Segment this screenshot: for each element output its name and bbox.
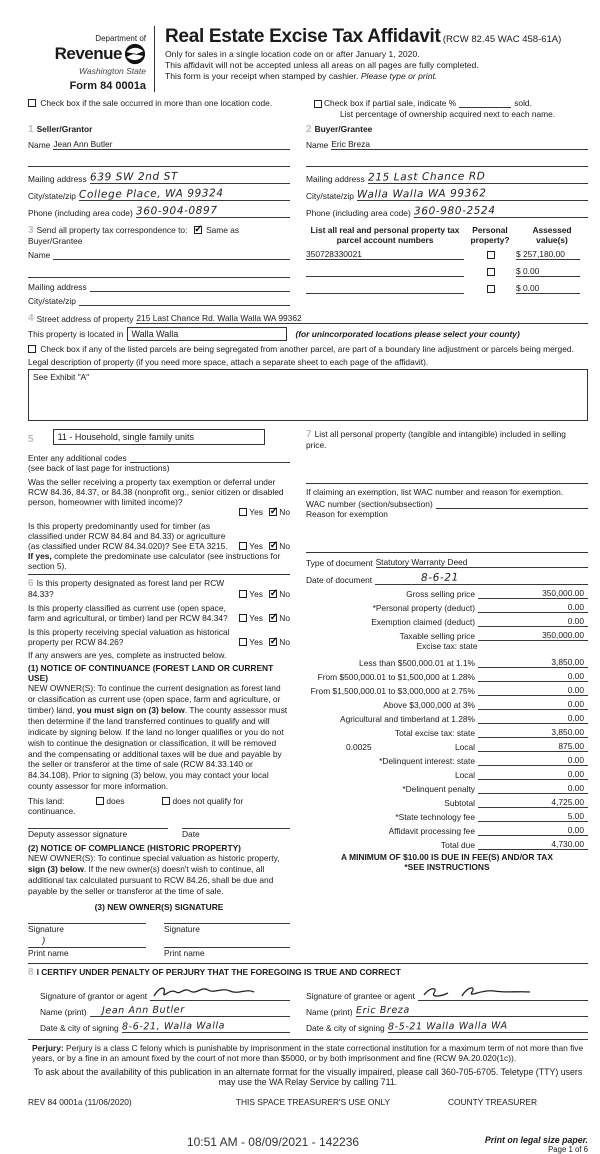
same-as-buyer-checkbox[interactable] <box>194 226 202 234</box>
personal-property-deduct-row: *Personal property (deduct) 0.00 <box>306 599 588 613</box>
page-indicator: Page 1 of 6 <box>548 1144 588 1154</box>
parcel-1-personal-checkbox[interactable] <box>487 251 495 259</box>
header-note-3: This form is your receipt when stamped by cashier. Please type or print. <box>165 71 438 81</box>
new-owners-signature-title: (3) NEW OWNER(S) SIGNATURE <box>94 901 224 912</box>
current-use-question-row <box>28 603 290 623</box>
historic-question: Is this property receiving special valuation as historical property per RCW 84.26? <box>28 627 230 647</box>
gross-selling-price-row: Gross selling price 350,000.00 <box>306 585 588 599</box>
if-yes-note: If any answers are yes, complete as instructed below. <box>28 650 227 660</box>
affidavit-processing-fee-row: Affidavit processing fee 0.00 <box>306 822 588 836</box>
does-label: does <box>106 796 125 807</box>
notice-continuance-body: NEW OWNER(S): To continue the current designation as forest land or classification as current use (open space, farm and agriculture, or timber) land, you must sign on (3) below. The county assessor must then determine if the land transferred continues to qualify and will indicate by signing below. If the land no longer qualifies or you do not wish to continue the designation or classification, it will be removed and the compensating or additional taxes will be due and payable by the seller or transferor at the time of sale (RCW 84.33.140 or 84.34.108). Prior to signing (3) below, you may contact your local county assessor for more information. <box>28 683 288 792</box>
forest-question-row <box>28 578 290 599</box>
same-as-buyer-label: Same as Buyer/Grantee <box>28 225 240 246</box>
parcel-number-field[interactable]: 350728330021 <box>306 249 464 260</box>
notice-compliance-body: NEW OWNER(S): To continue special valuation as historic property, sign (3) below. If the new owner(s) doesn't wish to continue, all additional tax calculated pursuant to RCW 84.26, shall be due and payable by the seller or transferor at the time of sale. <box>28 853 280 896</box>
tier1-value[interactable]: 3,850.00 <box>478 657 588 668</box>
exemption-answer: Yes ✓ No <box>28 507 290 517</box>
personal-property-deduct-value[interactable]: 0.00 <box>478 602 588 613</box>
tier4-row: Above $3,000,000 at 3% 0.00 <box>306 696 588 710</box>
agricultural-value[interactable]: 0.00 <box>478 713 588 724</box>
buyer-name-field[interactable]: Eric Breza <box>331 139 588 150</box>
seller-phone-label: Phone (including area code) <box>28 208 133 218</box>
local-value[interactable]: 875.00 <box>478 741 588 752</box>
exemption-question-row <box>28 477 290 507</box>
state-technology-fee-value[interactable]: 5.00 <box>478 811 588 822</box>
does-not-checkbox[interactable] <box>162 797 170 805</box>
alternate-format-note: To ask about the availability of this publication in an alternate format for the visually impaired, please call 360-705-6705. Teletype (TTY) users may use the WA Relay Service by calling 711. <box>33 1066 583 1087</box>
historic-question-row <box>28 627 290 647</box>
timber-no-checkbox[interactable] <box>269 542 277 550</box>
dept-of-label: Department of <box>95 34 146 43</box>
parcel-row <box>306 264 588 277</box>
section-4-number: 4 <box>28 313 34 324</box>
legal-description-label: Legal description of property (if you need more space, attach a separate sheet to each page of the affidavit). <box>28 357 429 367</box>
seller-city-label: City/state/zip <box>28 191 76 201</box>
taxable-selling-price-row: Taxable selling price 350,000.00 <box>306 627 588 641</box>
timber-question: Is this property predominantly used for timber (as classified under RCW 84.84 and 84.33) or agriculture (as classified under RCW 84.34.020)? See ETA 3215. <box>28 521 228 551</box>
exemption-claim-note: If claiming an exemption, list WAC number and reason for exemption. <box>306 487 564 497</box>
total-due-row: Total due 4,730.00 <box>306 836 588 850</box>
grantee-signature-icon <box>418 984 538 1000</box>
date-of-document-field[interactable]: 8-6-21 <box>375 572 588 585</box>
grantee-name-field[interactable]: Eric Breza <box>356 1005 588 1017</box>
parcel-number-field[interactable] <box>306 293 464 294</box>
tier3-row: From $1,500,000.01 to $3,000,000 at 2.75% 0.00 <box>306 682 588 696</box>
seller-heading: Seller/Grantor <box>36 124 93 134</box>
this-land-label: This land: <box>28 796 65 807</box>
buyer-city-field[interactable]: Walla Walla WA 99362 <box>357 188 588 201</box>
form-number: Form 84 0001a <box>69 80 146 92</box>
tier3-value[interactable]: 0.00 <box>478 685 588 696</box>
current-use-yes-checkbox[interactable] <box>239 614 247 622</box>
delinquent-penalty-row: *Delinquent penalty 0.00 <box>306 780 588 794</box>
washington-state-label: Washington State <box>79 66 146 76</box>
grantee-signature-field[interactable] <box>418 984 588 1001</box>
title-rcw-reference: (RCW 82.45 WAC 458-61A) <box>442 34 562 45</box>
land-qualify-row <box>28 796 290 806</box>
notice-continuance-title: (1) NOTICE OF CONTINUANCE (FOREST LAND OR CURRENT USE) <box>28 663 274 683</box>
grantee-signature-label: Signature of grantee or agent <box>306 990 415 1001</box>
additional-codes-field[interactable] <box>130 454 290 463</box>
parcel-numbers-header: List all real and personal property tax parcel account numbers <box>310 225 460 245</box>
seller-city-field[interactable]: College Place, WA 99324 <box>79 188 290 201</box>
grantor-signature-label: Signature of grantor or agent <box>40 990 148 1001</box>
correspondence-city-field[interactable] <box>79 297 290 306</box>
current-use-answer: Yes ✓ No <box>235 613 290 623</box>
buyer-city-label: City/state/zip <box>306 191 354 201</box>
personal-property-header: Personal property? <box>470 225 510 245</box>
subtotal-row: Subtotal 4,725.00 <box>306 794 588 808</box>
grantee-date-label: Date & city of signing <box>306 1022 385 1033</box>
see-instructions-note: *SEE INSTRUCTIONS <box>404 862 490 872</box>
correspondence-city-label: City/state/zip <box>28 296 76 306</box>
section-8-number: 8 <box>28 966 34 978</box>
partial-sale-percent-input[interactable] <box>459 107 511 108</box>
exemption-question: Was the seller receiving a property tax exemption or deferral under RCW 84.36, 84.37, or 84.38 (nonprofit org., senior citizen or disabled person, homeowner with limited income)? <box>28 477 284 507</box>
property-section <box>28 313 588 421</box>
grantee-date-field[interactable]: 8-5-21 Walla Walla WA <box>388 1021 588 1033</box>
parcel-value-field[interactable]: $ 0.00 <box>516 266 580 277</box>
assessed-values-header: Assessed value(s) <box>532 225 572 245</box>
parcel-value-field[interactable]: $ 257,180.00 <box>516 249 580 260</box>
parcel-2-personal-checkbox[interactable] <box>487 268 495 276</box>
section-3-number: 3 <box>28 225 34 236</box>
taxable-selling-price-value[interactable]: 350,000.00 <box>478 630 588 641</box>
correspondence-section <box>28 225 290 306</box>
exemption-claimed-row: Exemption claimed (deduct) 0.00 <box>306 613 588 627</box>
partial-sale-checkbox[interactable] <box>314 100 322 108</box>
total-excise-state-value[interactable]: 3,850.00 <box>478 727 588 738</box>
owner1-print-label: Print name <box>28 947 69 958</box>
delinquent-penalty-value[interactable]: 0.00 <box>478 783 588 794</box>
notice-compliance-title: (2) NOTICE OF COMPLIANCE (HISTORIC PROPERTY) <box>28 843 241 854</box>
header-note-2: This affidavit will not be accepted unless all areas on all pages are fully completed. <box>165 60 479 70</box>
section-6-number: 6 <box>28 578 34 589</box>
partial-sale-sold-label: sold. <box>514 98 532 108</box>
seller-mailing-label: Mailing address <box>28 174 87 184</box>
additional-codes-label: Enter any additional codes <box>28 453 127 463</box>
section-7-number: 7 <box>306 429 312 440</box>
section-2-number: 2 <box>306 124 312 135</box>
header-note-1: Only for sales in a single location code on or after January 1, 2020. <box>165 49 420 59</box>
type-of-document-label: Type of document <box>306 558 373 568</box>
segregated-label: Check box if any of the listed parcels are being segregated from another parcel, are part of a boundary line adjustment or parcels being merged. <box>40 344 574 354</box>
minimum-due-note: A MINIMUM OF $10.00 IS DUE IN FEE(S) AND/OR TAX <box>341 852 553 862</box>
section-1-number: 1 <box>28 124 34 135</box>
treasurer-stamp-timestamp: 10:51 AM - 08/09/2021 - 142236 <box>186 1134 360 1149</box>
grantee-name-label: Name (print) <box>306 1006 353 1017</box>
seller-name-label: Name <box>28 140 51 150</box>
timber-note: If yes, complete the predominate use calculator (see instructions for section 5). <box>28 551 281 571</box>
correspondence-name-label: Name <box>28 250 51 260</box>
owner2-print-label: Print name <box>164 947 205 958</box>
seller-mailing-field[interactable]: 639 SW 2nd ST <box>90 171 290 184</box>
wac-number-field[interactable] <box>436 500 588 509</box>
tier2-value[interactable]: 0.00 <box>478 671 588 682</box>
type-of-document-field[interactable]: Statutory Warranty Deed <box>376 557 588 568</box>
total-due-value[interactable]: 4,730.00 <box>478 839 588 850</box>
buyer-name-label: Name <box>306 140 329 150</box>
certification-statement: I CERTIFY UNDER PENALTY OF PERJURY THAT THE FOREGOING IS TRUE AND CORRECT <box>36 966 401 977</box>
historic-no-checkbox[interactable] <box>269 638 277 646</box>
current-use-no-checkbox[interactable] <box>269 614 277 622</box>
timber-question-row <box>28 521 290 551</box>
treasurer-use-label: THIS SPACE TREASURER'S USE ONLY <box>235 1096 391 1107</box>
print-size-note: Print on legal size paper. <box>484 1134 588 1145</box>
correspondence-name-field[interactable] <box>53 251 290 260</box>
timber-yes-checkbox[interactable] <box>239 542 247 550</box>
tier1-row: Less than $500,000.01 at 1.1% 3,850.00 <box>306 654 588 668</box>
correspondence-mailing-label: Mailing address <box>28 282 87 292</box>
multi-location-label: Check box if the sale occurred in more than one location code. <box>40 98 273 108</box>
codes-note: (see back of last page for instructions) <box>28 463 170 473</box>
seller-grantor-section <box>28 124 290 218</box>
exemption-no-checkbox[interactable] <box>269 508 277 516</box>
timber-answer: Yes ✓ No <box>235 541 290 551</box>
grantor-date-field[interactable]: 8-6-21, Walla Walla <box>122 1021 290 1033</box>
forest-answer: Yes ✓ No <box>235 589 290 599</box>
form-header <box>28 26 588 92</box>
exemption-yes-checkbox[interactable] <box>239 508 247 516</box>
seller-phone-field[interactable]: 360-904-0897 <box>136 205 290 218</box>
partial-sale-check-row <box>314 98 588 119</box>
does-checkbox[interactable] <box>96 797 104 805</box>
ownership-note: List percentage of ownership acquired next to each name. <box>340 109 556 119</box>
grantor-name-field[interactable]: Jean Ann Butler <box>90 1005 290 1017</box>
parcel-row <box>306 247 588 260</box>
revenue-logo-block <box>28 26 146 92</box>
wac-number-label: WAC number (section/subsection) <box>306 499 433 509</box>
total-excise-state-row: Total excise tax: state 3,850.00 <box>306 724 588 738</box>
buyer-phone-label: Phone (including area code) <box>306 208 411 218</box>
delinquent-interest-local-row: Local 0.00 <box>306 766 588 780</box>
perjury-note: Perjury: Perjury is a class C felony which is punishable by imprisonment in the state correctional institution for a maximum term of not more than five years, or by a fine in an amount fixed by the court of not more than $5000, or by both imprisonment and fine (RCW 9A.20.020(1c)). <box>32 1042 584 1063</box>
certification-section <box>28 967 588 1033</box>
grantor-signature-field[interactable] <box>150 984 290 1001</box>
located-in-field[interactable]: Walla Walla <box>127 327 287 341</box>
current-use-question: Is this property classified as current use (open space, farm and agricultural, or timber) land per RCW 84.34? <box>28 603 228 623</box>
continuance-label: continuance. <box>28 806 76 817</box>
multi-location-checkbox[interactable] <box>28 99 36 107</box>
state-technology-fee-row: *State technology fee 5.00 <box>306 808 588 822</box>
delinquent-interest-local-value[interactable]: 0.00 <box>478 769 588 780</box>
forest-question: 6 Is this property designated as forest land per RCW 84.33? <box>28 578 225 599</box>
historic-yes-checkbox[interactable] <box>239 638 247 646</box>
personal-property-note: 7 List all personal property (tangible and intangible) included in selling price. <box>306 429 566 450</box>
parcel-row <box>306 281 588 294</box>
subtotal-value[interactable]: 4,725.00 <box>478 797 588 808</box>
buyer-heading: Buyer/Grantee <box>314 124 373 134</box>
use-code-row <box>28 429 290 445</box>
tier4-value[interactable]: 0.00 <box>478 699 588 710</box>
local-rate: 0.0025 <box>346 742 372 752</box>
county-treasurer-label: COUNTY TREASURER <box>448 1096 538 1107</box>
grantor-date-label: Date & city of signing <box>40 1022 119 1033</box>
multi-location-check-row <box>28 98 300 108</box>
rev-form-id: REV 84 0001a (11/06/2020) <box>28 1096 132 1107</box>
correspondence-name2-field[interactable] <box>28 269 290 278</box>
exemption-claimed-value[interactable]: 0.00 <box>478 616 588 627</box>
revenue-wordmark: Revenue <box>54 44 122 63</box>
date-of-document-label: Date of document <box>306 575 373 585</box>
agricultural-row: Agricultural and timberland at 1.28% 0.00 <box>306 710 588 724</box>
buyer-grantee-section <box>306 124 588 218</box>
deputy-assessor-label: Deputy assessor signature <box>28 829 128 840</box>
does-not-label: does not qualify for <box>172 796 244 807</box>
gross-selling-price-value[interactable]: 350,000.00 <box>478 588 588 599</box>
excise-state-heading: Excise tax: state <box>416 641 478 651</box>
forest-yes-checkbox[interactable] <box>239 590 247 598</box>
grantor-signature-icon <box>150 984 260 1000</box>
street-address-field[interactable]: 215 Last Chance Rd. Walla Walla WA 99362 <box>136 313 588 324</box>
parcel-number-field[interactable] <box>306 276 464 277</box>
revenue-logo-icon <box>124 43 146 65</box>
owner2-signature-label: Signature <box>164 923 200 934</box>
buyer-name2-field[interactable] <box>306 158 588 167</box>
owner1-print-field[interactable]: ) <box>28 936 146 948</box>
parcel-value-field[interactable]: $ 0.00 <box>516 283 580 294</box>
partial-sale-label: Check box if partial sale, indicate % <box>324 98 457 108</box>
historic-answer: Yes ✓ No <box>235 637 290 647</box>
correspondence-mailing-field[interactable] <box>90 283 290 292</box>
title-block <box>154 26 588 92</box>
tier2-row: From $500,000.01 to $1,500,000 at 1.28% 0.00 <box>306 668 588 682</box>
forest-no-checkbox[interactable] <box>269 590 277 598</box>
seller-name2-field[interactable] <box>28 158 290 167</box>
page-title: Real Estate Excise Tax Affidavit <box>165 26 441 47</box>
delinquent-interest-state-value[interactable]: 0.00 <box>478 755 588 766</box>
owner1-signature-label: Signature <box>28 923 64 934</box>
parcel-3-personal-checkbox[interactable] <box>487 285 495 293</box>
correspondence-label: Send all property tax correspondence to: <box>36 225 188 235</box>
grantor-name-label: Name (print) <box>40 1006 87 1017</box>
located-in-note: (for unincorporated locations please select your county) <box>295 329 520 339</box>
reason-for-exemption-label: Reason for exemption <box>306 509 388 519</box>
seller-name-field[interactable]: Jean Ann Butler <box>53 139 290 150</box>
buyer-phone-field[interactable]: 360-980-2524 <box>414 205 588 218</box>
buyer-mailing-field[interactable]: 215 Last Chance RD <box>368 171 588 184</box>
affidavit-processing-fee-value[interactable]: 0.00 <box>478 825 588 836</box>
delinquent-interest-state-row: *Delinquent interest: state 0.00 <box>306 752 588 766</box>
street-address-label: Street address of property <box>36 314 134 324</box>
located-in-label: This property is located in <box>28 329 124 339</box>
section-5-number: 5 <box>28 434 34 445</box>
buyer-mailing-label: Mailing address <box>306 174 365 184</box>
parcel-list-section <box>306 225 588 306</box>
local-rate-row: 0.0025 Local 875.00 <box>306 738 588 752</box>
segregated-checkbox[interactable] <box>28 345 36 353</box>
deputy-date-label: Date <box>182 829 200 840</box>
land-use-code-field[interactable]: 11 - Household, single family units <box>53 429 265 445</box>
legal-description-field[interactable]: See Exhibit "A" <box>28 369 588 421</box>
